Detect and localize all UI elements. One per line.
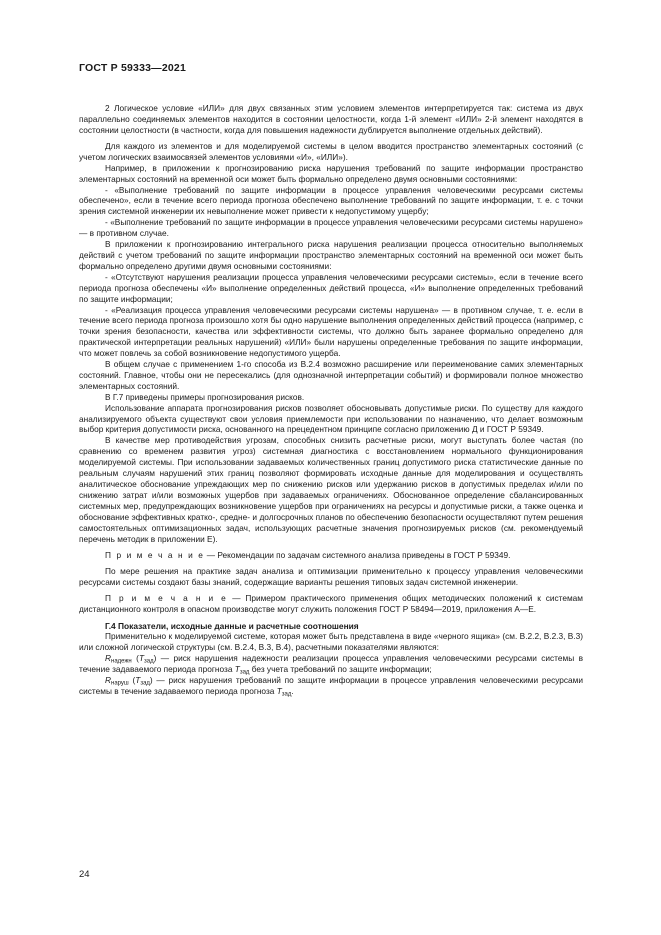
paragraph: 2 Логическое условие «ИЛИ» для двух связанных этим условием элементов интерпретируется так: система из двух параллельно соединяемых элементов находится в состоянии целостности, когда 1-й элемент «ИЛИ» 2-й элемент находятся в состоянии целостности (в частности, когда для повышения надежности дублируется выполнение отдельных действий). bbox=[79, 103, 583, 135]
list-item: - «Выполнение требований по защите информации в процессе управления человеческими ресурсами системы нарушено» — в противном случае. bbox=[79, 217, 583, 239]
formula-subscript: зад bbox=[239, 669, 250, 676]
paragraph: В приложении к прогнозированию интегрального риска нарушения реализации процесса относительно выполняемых действий с учетом требований по защите информации пространство элементарных состояний на временной оси может быть формально определено другими двумя основными состояниями: bbox=[79, 239, 583, 271]
formula-symbol: T bbox=[135, 675, 141, 686]
formula-subscript: зад bbox=[281, 691, 292, 698]
paragraph: Применительно к моделируемой системе, которая может быть представлена в виде «черного ящика» (см. В.2.2, В.2.3, В.3) или сложной логической структуры (см. В.2.4, В.3, В.4), расчетными показателями являются: bbox=[79, 631, 583, 653]
page-number: 24 bbox=[79, 869, 90, 880]
paragraph: Для каждого из элементов и для моделируемой системы в целом вводится пространство элементарных состояний (с учетом логических взаимосвязей элементов условиями «И», «ИЛИ»). bbox=[79, 140, 583, 162]
formula-subscript: зад bbox=[144, 658, 154, 665]
list-item: - «Выполнение требований по защите информации в процессе управления человеческими ресурсами системы обеспечено», если в течение всего периода прогноза обеспечено выполнение требований по защите информации, т. е. с точки зрения системной инженерии их невыполнение может привести к недопустимому ущербу; bbox=[79, 184, 583, 217]
paragraph: В Г.7 приведены примеры прогнозирования рисков. bbox=[105, 391, 305, 402]
paragraph: Использование аппарата прогнозирования рисков позволяет обосновывать допустимые риски. По существу для каждого анализируемого объекта существуют свои условия приемлемости при использовании по назначению, что делает возможным выбор критерия допустимости риска, основанного на прецедентном принципе согласно приложению Д и ГОСТ Р 59349. bbox=[79, 402, 583, 435]
formula-symbol: R bbox=[105, 675, 111, 686]
section-heading: Г.4 Показатели, исходные данные и расчетные соотношения bbox=[105, 620, 359, 631]
paragraph: В качестве мер противодействия угрозам, способных снизить расчетные риски, могут выступать более частая (по сравнению со временем развития угроз) системная диагностика с восстановлением нормального функционирования моделируемой системы. При использовании задаваемых количественных границ допустимого риска статистические данные по реальным случаям нарушений этих границ позволяют формировать исходные данные для моделирования и осуществлять аналитическое обоснование упреждающих мер по снижению рисков или удержанию рисков в допустимых пределах и/или по снижению затрат и/или возможных ущербов при задаваемых ограничениях. Обоснованное определение сбалансированных системных мер, предупреждающих возникновение ущербов при ограничениях на ресурсы и допустимые риски, а также оценка и обоснование эффективных кратко-, средне- и долгосрочных планов по обеспечению безопасности осуществляют путем решения самостоятельных оптимизационных задач, использующих расчетные значения прогнозируемых рисков (см. рекомендуемый перечень методик в приложении Е). bbox=[79, 435, 583, 544]
formula-symbol: T bbox=[234, 664, 240, 675]
definition-text: — риск нарушения надежности реализации процесса управления человеческими ресурсами системы в течение задаваемого периода прогноза bbox=[79, 653, 583, 675]
definition-text: . bbox=[291, 685, 294, 696]
document-body bbox=[79, 103, 583, 697]
formula-subscript: надежн bbox=[111, 658, 132, 665]
list-item: - «Реализация процесса управления человеческими ресурсами системы нарушена» — в противном случае, т. е. если в течение всего периода прогноза произошло хотя бы одно нарушение выполнения определенных действий процесса (например, с точки зрения безопасности, качества или эффективности системы, что должно быть заранее формально определено для практической интерпретации реальных нарушений) «ИЛИ» были нарушены определенные требования по защите информации, что может повлечь за собой возникновение недопустимого ущерба. bbox=[79, 304, 583, 359]
note-text: — Рекомендации по задачам системного анализа приведены в ГОСТ Р 59349. bbox=[204, 549, 511, 560]
definition-item: $R_{наруш}$ $(T_{зад})$ — риск нарушения требований по защите информации в процессе управления человеческими ресурсами системы в течение задаваемого периода прогноза $T_{зад}$. bbox=[79, 675, 583, 698]
formula-symbol: R bbox=[105, 653, 111, 664]
formula-subscript: зад bbox=[140, 680, 150, 687]
paragraph: По мере решения на практике задач анализа и оптимизации применительно к процессу управления человеческими ресурсами системы создают базы знаний, содержащие варианты решения типовых задач системной инженерии. bbox=[79, 565, 583, 587]
list-item: - «Отсутствуют нарушения реализации процесса управления человеческими ресурсами системы», если в течение всего периода прогноза обеспечены «И» выполнение определенных действий процесса, «И» выполнение определенных требований по защите информации; bbox=[79, 271, 583, 304]
definition-text: — риск нарушения требований по защите информации в процессе управления человеческими ресурсами системы в течение задаваемого периода прогноза bbox=[79, 675, 583, 696]
formula-symbol: T bbox=[276, 685, 282, 696]
note-label: П р и м е ч а н и е bbox=[105, 592, 228, 603]
paragraph: В общем случае с применением 1-го способа из В.2.4 возможно расширение или переименование самих элементарных состояний. Главное, чтобы они не пересекались (для однозначной интерпретации событий) и формировали полное множество элементарных состояний. bbox=[79, 359, 583, 391]
paragraph: Например, в приложении к прогнозированию риска нарушения требований по защите информации пространство элементарных состояний на временной оси может быть формально определено двумя основными состояниями: bbox=[79, 162, 583, 184]
formula-subscript: наруш bbox=[111, 680, 129, 687]
note-text: — Примером практического применения общих методических положений к системам дистанционного контроля в опасном производстве могут служить положения ГОСТ Р 58494—2019, приложения А—Е. bbox=[79, 592, 583, 614]
definition-item: $R_{надежн}$ $(T_{зад})$ — риск нарушения надежности реализации процесса управления человеческими ресурсами системы в течение задаваемого периода прогноза $T_{зад}$ без учета требований по защите информации; bbox=[79, 653, 583, 676]
note bbox=[79, 593, 583, 615]
note bbox=[79, 550, 583, 561]
definition-text: без учета требований по защите информации; bbox=[249, 664, 432, 675]
note-label: П р и м е ч а н и е bbox=[105, 549, 205, 560]
formula-symbol: T bbox=[138, 653, 145, 664]
standard-header: ГОСТ Р 59333—2021 bbox=[79, 62, 187, 74]
